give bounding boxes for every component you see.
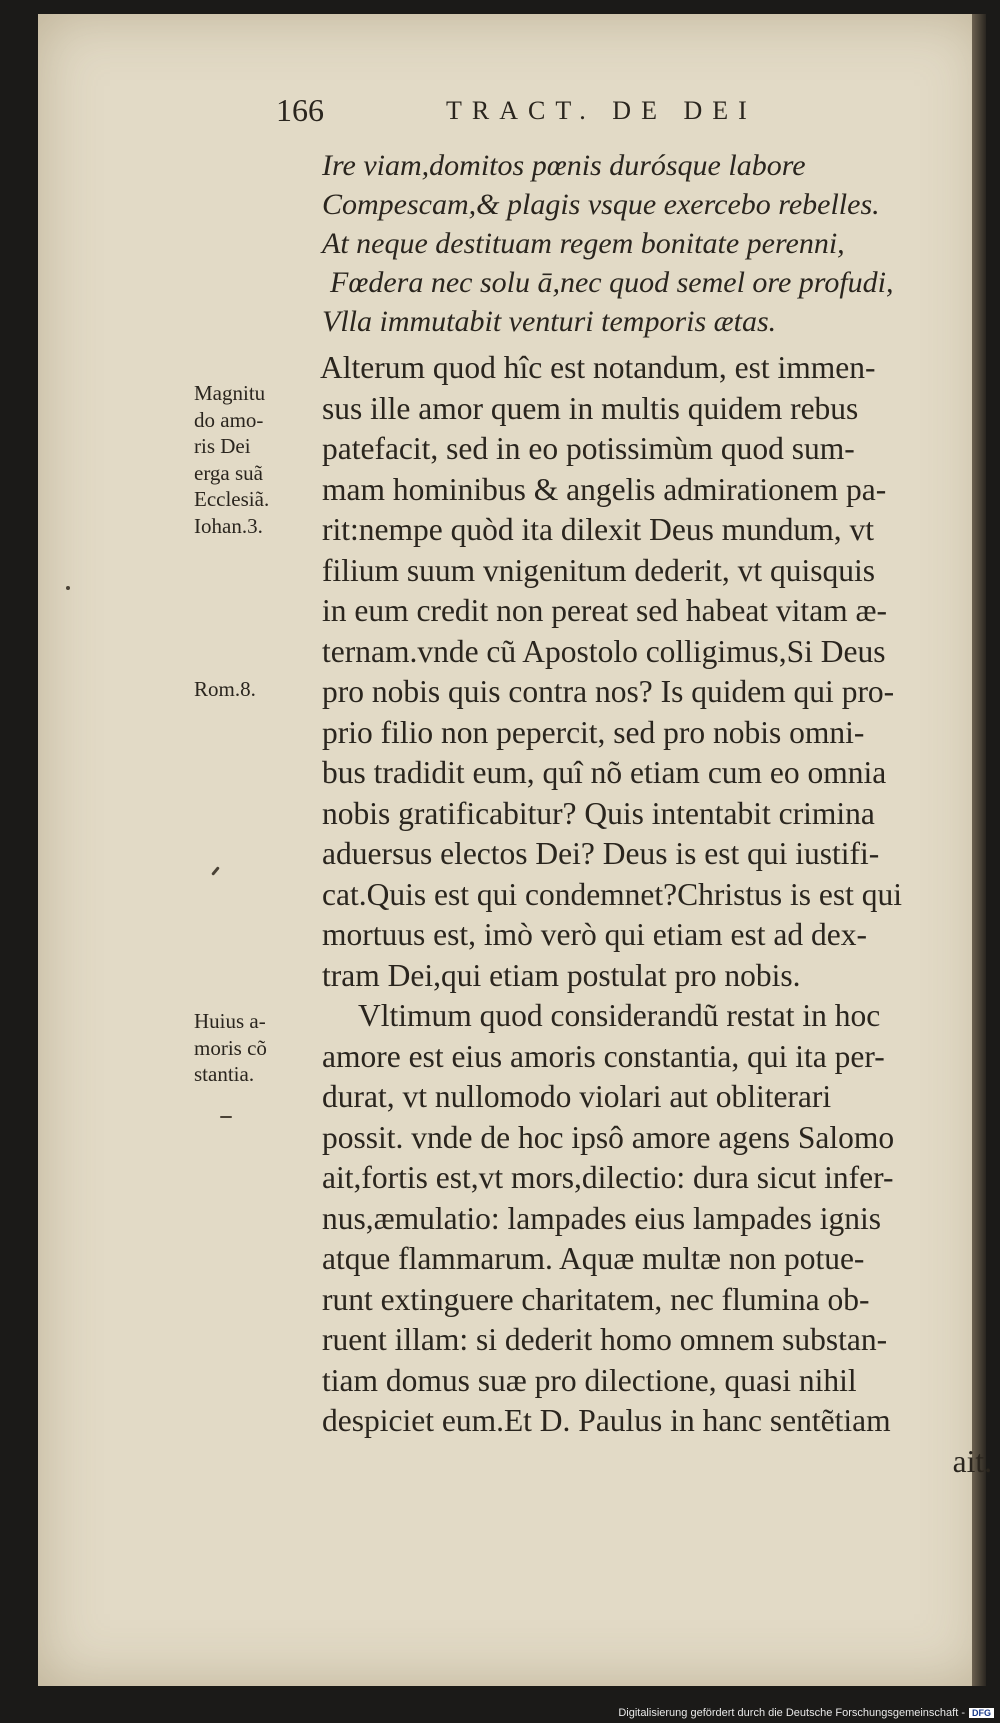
text-line: despiciet eum.Et D. Paulus in hanc sentẽtiam xyxy=(322,1403,891,1438)
margin-note-line: Magnitu xyxy=(194,381,266,405)
text-line: aduersus electos Dei? Deus is est qui iustifi- xyxy=(322,836,880,871)
text-line: ruent illam: si dederit homo omnem substan- xyxy=(322,1322,888,1357)
body-text xyxy=(322,348,1000,1482)
book-page xyxy=(38,14,992,1686)
text-line: ternam.vnde cũ Apostolo colligimus,Si Deus xyxy=(322,633,886,669)
page-number: 166 xyxy=(276,92,324,128)
margin-note-magnitudo xyxy=(194,380,269,540)
text-line: cat.Quis est qui condemnet?Christus is est qui xyxy=(322,876,903,912)
text-line: sus ille amor quem in multis quidem rebus xyxy=(322,390,859,426)
verse-line: Ire viam,domitos pœnis durósque labore xyxy=(322,149,806,182)
margin-note-line: erga suã xyxy=(194,460,263,485)
footer-credit xyxy=(618,1707,994,1719)
margin-note-line: Ecclesiã. xyxy=(194,487,270,512)
verse-block xyxy=(322,146,1000,341)
margin-note-line: Iohan.3. xyxy=(194,513,263,538)
margin-note-line: Rom.8. xyxy=(194,677,256,701)
ink-speck xyxy=(220,1116,232,1118)
ink-speck xyxy=(211,866,220,876)
text-line: amore est eius amoris constantia, qui ita per- xyxy=(322,1038,885,1074)
text-line: atque flammarum. Aquæ multæ non potue- xyxy=(322,1241,865,1276)
dfg-logo: DFG xyxy=(969,1708,994,1718)
text-line: tram Dei,qui etiam postulat pro nobis. xyxy=(322,957,801,993)
text-line: prio filio non pepercit, sed pro nobis omni- xyxy=(322,714,865,750)
text-line: patefacit, sed in eo potissimùm quod sum- xyxy=(322,431,855,466)
margin-note-line: Huius a- xyxy=(194,1009,266,1033)
text-line: runt extinguere charitatem, nec flumina ob- xyxy=(322,1281,870,1317)
verse-line: Vlla immutabit venturi temporis ætas. xyxy=(322,305,777,338)
margin-note-line: ris Dei xyxy=(194,434,251,459)
text-line: filium suum vnigenitum dederit, vt quisquis xyxy=(322,552,875,588)
text-line: mortuus est, imò verò qui etiam est ad dex- xyxy=(322,917,868,952)
page-header xyxy=(276,92,836,136)
ink-speck xyxy=(66,586,70,590)
margin-note-line: do amo- xyxy=(194,407,264,432)
margin-note-rom xyxy=(194,676,256,703)
margin-note-constantia xyxy=(194,1008,267,1088)
catchword: ait. xyxy=(952,1443,992,1479)
verse-line: Fœdera nec solu ā,nec quod semel ore profudi, xyxy=(330,266,894,299)
text-line: tiam domus suæ pro dilectione, quasi nihil xyxy=(322,1362,857,1398)
text-line: ait,fortis est,vt mors,dilectio: dura sicut infer- xyxy=(322,1160,894,1195)
verse-line: Compescam,& plagis vsque exercebo rebelles. xyxy=(322,188,880,221)
text-line: nobis gratificabitur? Quis intentabit crimina xyxy=(322,795,875,831)
text-line: possit. vnde de hoc ipsô amore agens Salomo xyxy=(322,1119,895,1155)
verse-line: At neque destituam regem bonitate perenni, xyxy=(322,227,845,260)
margin-note-line: moris cõ xyxy=(194,1035,267,1060)
text-line: pro nobis quis contra nos? Is quidem qui pro- xyxy=(322,674,895,709)
margin-note-line: stantia. xyxy=(194,1062,255,1087)
text-line: bus tradidit eum, quî nõ etiam cum eo omnia xyxy=(322,755,887,790)
text-line: rit:nempe quòd ita dilexit Deus mundum, vt xyxy=(322,512,875,547)
text-line: nus,æmulatio: lampades eius lampades ignis xyxy=(322,1200,882,1236)
text-line: Alterum quod hîc est notandum, est immen- xyxy=(320,350,876,385)
text-line: in eum credit non pereat sed habeat vitam æ- xyxy=(322,593,888,628)
footer-text: Digitalisierung gefördert durch die Deutsche Forschungsgemeinschaft - xyxy=(618,1707,965,1719)
text-line: durat, vt nullomodo violari aut obliterari xyxy=(322,1079,832,1114)
running-head: TRACT. DE DEI xyxy=(446,96,757,125)
text-line: Vltimum quod considerandũ restat in hoc xyxy=(358,998,881,1033)
text-line: mam hominibus & angelis admirationem pa- xyxy=(322,471,887,507)
